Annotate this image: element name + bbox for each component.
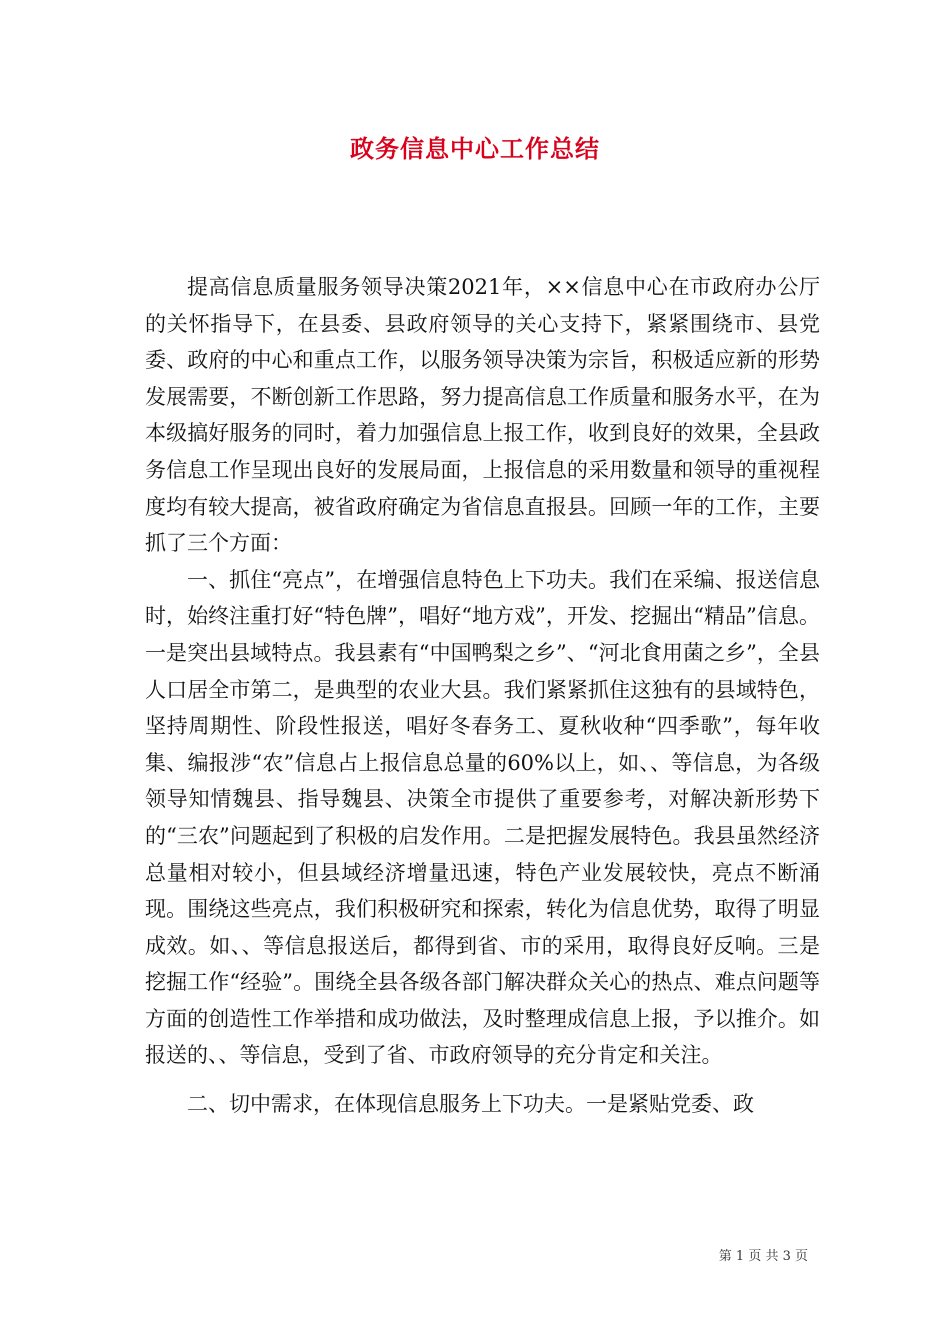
document-body [145, 269, 820, 1123]
page-number-footer: 第 1 页 共 3 页 [718, 1249, 808, 1264]
document-title: 政务信息中心工作总结 [350, 135, 600, 163]
paragraph-spacer [145, 1074, 820, 1086]
paragraph-intro: 提高信息质量服务领导决策2021年，××信息中心在市政府办公厅的关怀指导下，在县委、县政府领导的关心支持下，紧紧围绕市、县党委、政府的中心和重点工作，以服务领导决策为宗旨，积极适应新的形势发展需要，不断创新工作思路，努力提高信息工作质量和服务水平，在为本级搞好服务的同时，着力加强信息上报工作，收到良好的效果，全县政务信息工作呈现出良好的发展局面，上报信息的采用数量和领导的重视程度均有较大提高，被省政府确定为省信息直报县。回顾一年的工作，主要抓了三个方面： [145, 275, 820, 556]
paragraph-section-two: 二、切中需求，在体现信息服务上下功夫。一是紧贴党委、政 [187, 1092, 754, 1117]
paragraph-section-one: 一、抓住“亮点”，在增强信息特色上下功夫。我们在采编、报送信息时，始终注重打好“特色牌”，唱好“地方戏”，开发、挖掘出“精品”信息。一是突出县域特点。我县素有“中国鸭梨之乡”、“河北食用菌之乡”，全县人口居全市第二，是典型的农业大县。我们紧紧抓住这独有的县域特色，坚持周期性、阶段性报送，唱好冬春务工、夏秋收种“四季歌”，每年收集、编报涉“农”信息占上报信息总量的60%以上，如、、等信息，为各级领导知情魏县、指导魏县、决策全市提供了重要参考，对解决新形势下的“三农”问题起到了积极的启发作用。二是把握发展特色。我县虽然经济总量相对较小，但县域经济增量迅速，特色产业发展较快，亮点不断涌现。围绕这些亮点，我们积极研究和探索，转化为信息优势，取得了明显成效。如、、等信息报送后，都得到省、市的采用，取得良好反响。三是挖掘工作“经验”。围绕全县各级各部门解决群众关心的热点、难点问题等方面的创造性工作举措和成功做法，及时整理成信息上报，予以推介。如报送的、、等信息，受到了省、市政府领导的充分肯定和关注。 [145, 567, 820, 1068]
